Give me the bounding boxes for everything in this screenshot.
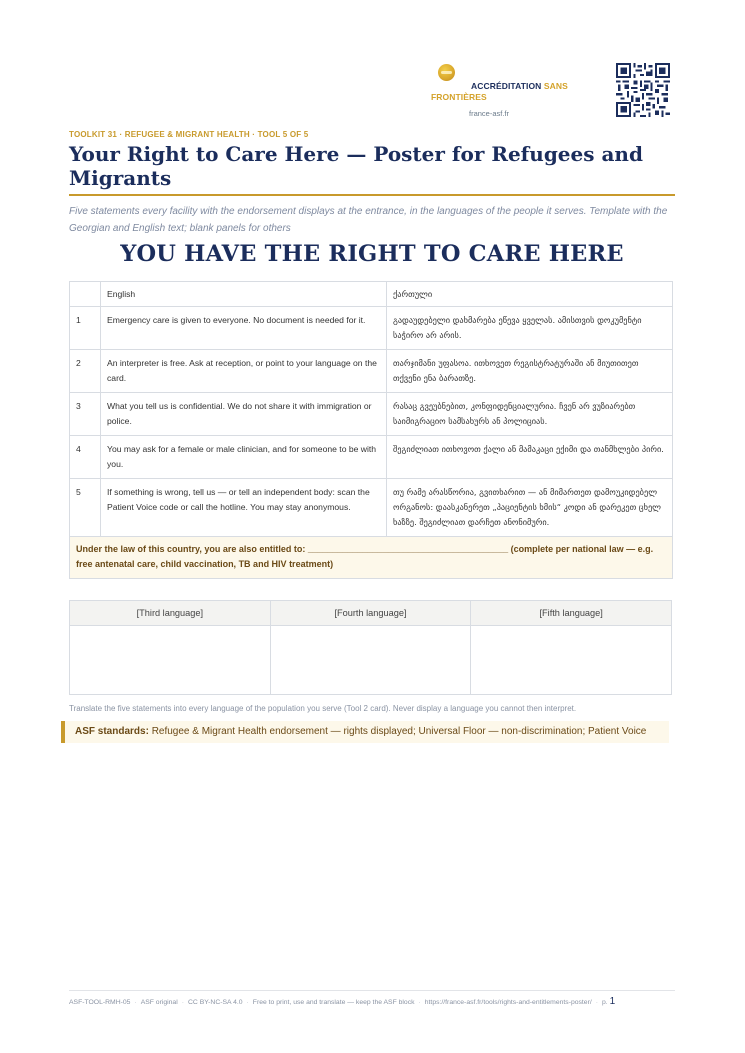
page-number: 1 (609, 996, 616, 1007)
table-row (70, 393, 673, 436)
standards-text: Refugee & Migrant Health endorsement — rights displayed; Universal Floor — non-discrimination; Patient Voice (151, 726, 647, 737)
row-number: 1 (70, 307, 101, 350)
page-subtitle: Five statements every facility with the endorsement displays at the entrance, in the languages of the people it serves. Template with the Georgian and English text; blank panels for others (69, 206, 668, 234)
national-law-row (70, 537, 673, 579)
row-english: What you tell us is confidential. We do not share it with immigration or police. (101, 393, 387, 436)
row-number: 4 (70, 436, 101, 479)
footer-divider (69, 990, 675, 991)
row-georgian: შეგიძლიათ ითხოვოთ ქალი ან მამაკაცი ექიმი და თანმხლები პირი. (387, 436, 673, 479)
table-row (70, 350, 673, 393)
row-english: Emergency care is given to everyone. No document is needed for it. (101, 307, 387, 350)
title-divider (69, 194, 675, 196)
row-english: If something is wrong, tell us — or tell an independent body: scan the Patient Voice code or call the hotline. You may stay anonymous. (101, 479, 387, 537)
panel-header-fifth-language: [Fifth language] (471, 601, 672, 626)
row-georgian: რასაც გვეუბნებით, კონფიდენციალურია. ჩვენ არ ვუზიარებთ საიმიგრაციო სამსახურს ან პოლიციას. (387, 393, 673, 436)
logo-name-part3: FRONTIÈRES (431, 92, 487, 102)
blank-panel-third-language (70, 626, 271, 695)
qr-code-icon (616, 63, 670, 117)
row-georgian: გადაუდებელი დახმარება ეწევა ყველას. ამისთვის დოკუმენტი საჭირო არ არის. (387, 307, 673, 350)
footer-terms: Free to print, use and translate — keep the ASF block (252, 999, 415, 1006)
standards-label: ASF standards: (75, 726, 149, 737)
row-english: An interpreter is free. Ask at reception, or point to your language on the card. (101, 350, 387, 393)
footer-code: ASF-TOOL-RMH-05 (69, 999, 131, 1006)
footer-url-link[interactable]: https://france-asf.fr/tools/rights-and-entitlements-poster/ (424, 999, 592, 1006)
asf-standards-box (61, 721, 669, 743)
row-number: 2 (70, 350, 101, 393)
logo-url: france-asf.fr (469, 109, 510, 118)
poster-banner: YOU HAVE THE RIGHT TO CARE HERE (120, 241, 624, 267)
logo-name-part2: SANS (543, 81, 568, 91)
row-georgian: თუ რამე არასწორია, გვითხარით — ან მიმართეთ დამოუკიდებელ ორგანოს: დაასკანერეთ „პაციენტის ხმის“ კოდი ან დარეკეთ ცხელ ხაზზე. შეგიძლიათ დარჩეთ ანონიმური. (387, 479, 673, 537)
page-label: p. (602, 999, 608, 1006)
national-law-text: Under the law of this country, you are also entitled to: ________________________________________ (complete per national law — e.g. free antenatal care, child vaccination, TB and HIV treatment) (70, 537, 673, 579)
table-row (70, 307, 673, 350)
footer-origin: ASF original (140, 999, 178, 1006)
blank-panel-fifth-language (471, 626, 672, 695)
table-row (70, 436, 673, 479)
rights-table (69, 281, 673, 579)
logo-name (431, 81, 591, 103)
toolkit-kicker: TOOLKIT 31 · REFUGEE & MIGRANT HEALTH · TOOL 5 OF 5 (69, 130, 309, 139)
footer-license: CC BY-NC-SA 4.0 (188, 999, 243, 1006)
page-title: Your Right to Care Here — Poster for Refugees and Migrants (69, 142, 643, 190)
panel-header-fourth-language: [Fourth language] (270, 601, 471, 626)
asf-emblem-icon (438, 64, 455, 81)
blank-panel-fourth-language (270, 626, 471, 695)
header-english: English (101, 282, 387, 307)
table-row (70, 479, 673, 537)
row-number: 5 (70, 479, 101, 537)
row-georgian: თარჯიმანი უფასოა. ითხოვეთ რეგისტრატურაში ან მიუთითეთ თქვენი ენა ბარათზე. (387, 350, 673, 393)
row-number: 3 (70, 393, 101, 436)
logo-name-part1: ACCRÉDITATION (471, 81, 542, 91)
footer: ASF-TOOL-RMH-05 · ASF original · CC BY-NC-SA 4.0 · Free to print, use and translate — keep the ASF block · https://france-asf.fr/tools/rights-and-entitlements-poster/ · p. 1 (69, 996, 616, 1007)
blank-language-panels (69, 600, 672, 695)
rights-table-header (70, 282, 673, 307)
header-number (70, 282, 101, 307)
header-georgian: ქართული (387, 282, 673, 307)
row-english: You may ask for a female or male clinician, and for someone to be with you. (101, 436, 387, 479)
translation-note: Translate the five statements into every language of the population you serve (Tool 2 card). Never display a language you cannot then interpret. (69, 704, 577, 713)
panel-header-third-language: [Third language] (70, 601, 271, 626)
